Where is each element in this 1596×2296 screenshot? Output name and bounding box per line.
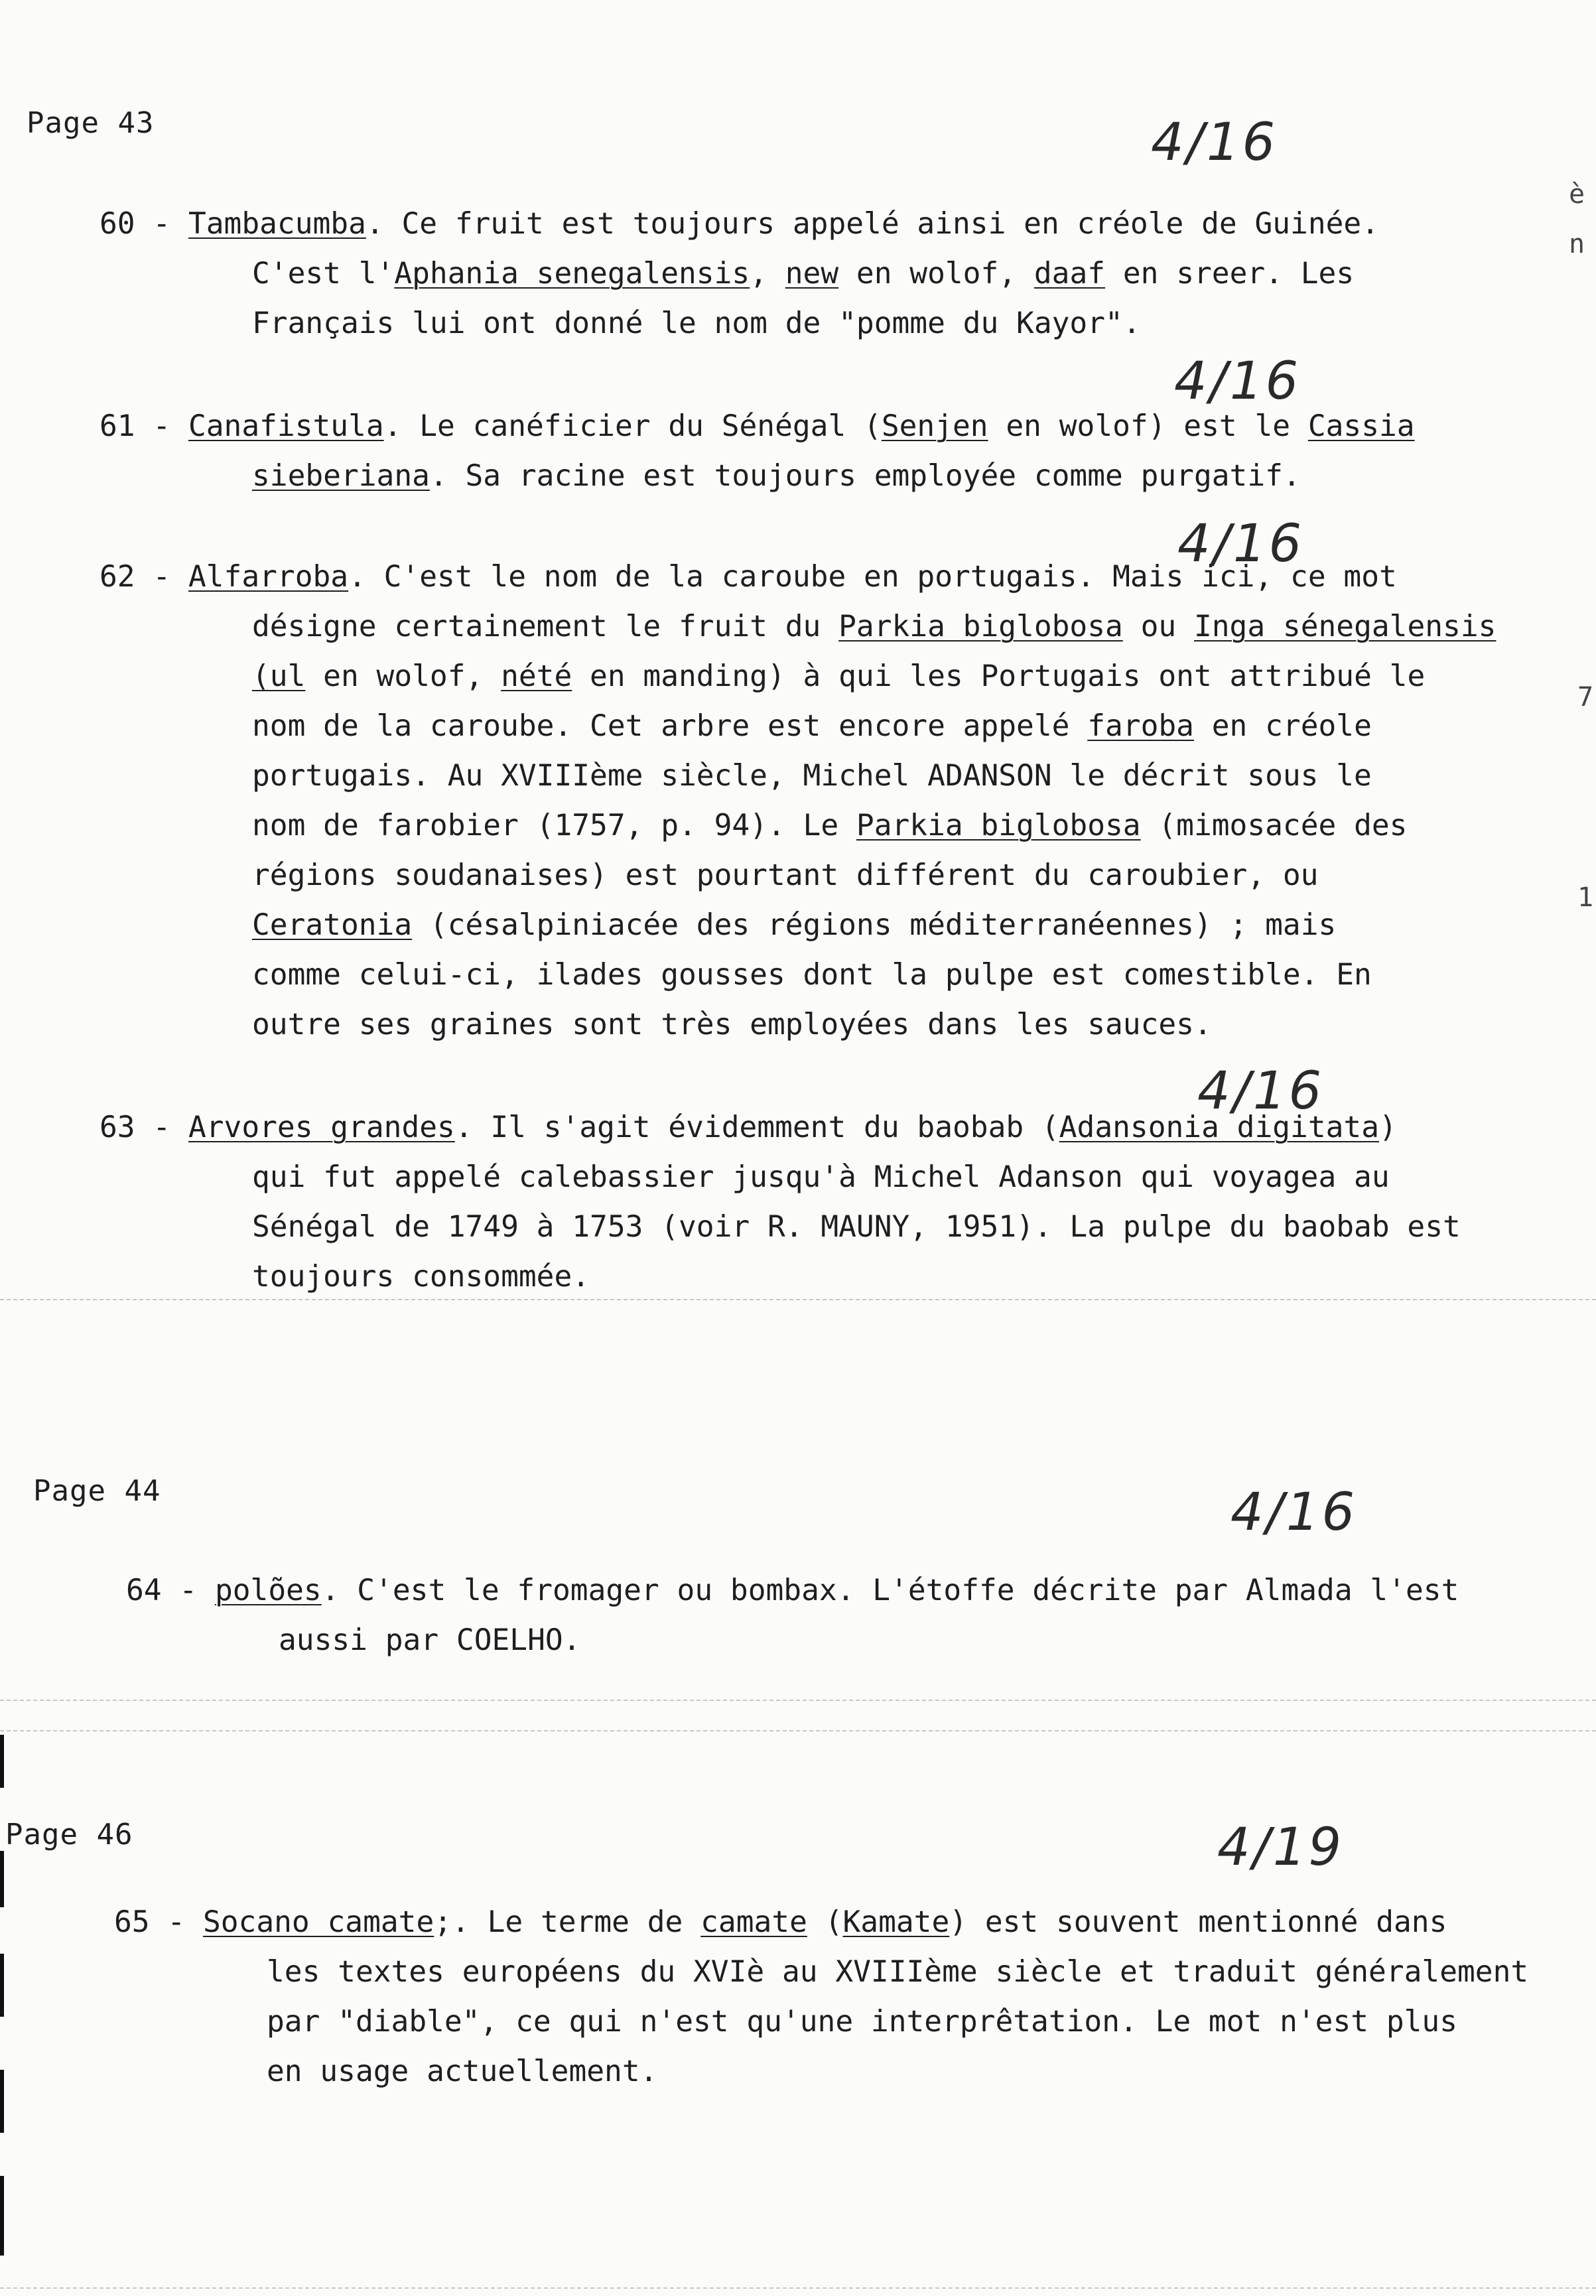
entry-line bbox=[100, 1152, 1461, 1202]
text-segment: toujours consommée. bbox=[252, 1260, 590, 1294]
entry-line bbox=[100, 900, 1496, 950]
text-segment: C'est l' bbox=[252, 257, 395, 291]
entry-65 bbox=[114, 1897, 1528, 2096]
handwritten-ref-46: 4/19 bbox=[1217, 1818, 1345, 1877]
underlined-term: camate bbox=[700, 1905, 807, 1939]
text-segment: aussi par COELHO. bbox=[279, 1623, 581, 1657]
text-segment: en usage actuellement. bbox=[267, 2055, 658, 2088]
underlined-term: Kamate bbox=[842, 1905, 950, 1939]
text-segment: portugais. Au XVIIIème siècle, Michel ADANSON le décrit sous le bbox=[252, 759, 1372, 793]
underlined-term: Tambacumba bbox=[188, 207, 366, 241]
entry-line bbox=[100, 950, 1496, 1000]
text-segment: en wolof) est le bbox=[988, 409, 1308, 443]
scan-margin-bar bbox=[0, 1851, 4, 1907]
entry-63 bbox=[100, 1103, 1461, 1302]
page-separator bbox=[0, 1700, 1596, 1701]
text-segment: nom de farobier (1757, p. 94). Le bbox=[252, 809, 856, 843]
underlined-term: new bbox=[785, 257, 839, 291]
scan-margin-bar bbox=[0, 1735, 4, 1788]
entry-number: 61 - bbox=[100, 409, 188, 443]
entry-line bbox=[126, 1566, 1459, 1615]
entry-line bbox=[114, 1997, 1528, 2047]
underlined-term: Cassia bbox=[1307, 409, 1415, 443]
entry-line bbox=[114, 1897, 1528, 1947]
text-segment: ) est souvent mentionné dans bbox=[949, 1905, 1447, 1939]
margin-char: 7 bbox=[1577, 682, 1594, 712]
text-segment: en wolof, bbox=[305, 659, 501, 693]
page-separator bbox=[0, 1299, 1596, 1300]
text-segment: ( bbox=[807, 1905, 843, 1939]
text-segment: . Le canéficier du Sénégal ( bbox=[383, 409, 882, 443]
text-segment: ou bbox=[1122, 610, 1194, 643]
entry-line bbox=[100, 249, 1379, 299]
entry-line bbox=[100, 850, 1496, 900]
scan-margin-bar bbox=[0, 2070, 4, 2133]
entry-line bbox=[100, 1000, 1496, 1049]
entry-61 bbox=[100, 401, 1415, 501]
underlined-term: Parkia biglobosa bbox=[856, 809, 1141, 843]
entry-line bbox=[100, 1252, 1461, 1302]
entry-62 bbox=[100, 552, 1496, 1049]
underlined-term: Socano camate bbox=[202, 1905, 434, 1939]
underlined-term: Ceratonia bbox=[252, 908, 413, 942]
underlined-term: faroba bbox=[1087, 709, 1194, 743]
page-label-44: Page 44 bbox=[33, 1474, 161, 1508]
text-segment: régions soudanaises) est pourtant différent du caroubier, ou bbox=[252, 858, 1319, 892]
text-segment: par "diable", ce qui n'est qu'une interprêtation. Le mot n'est plus bbox=[267, 2005, 1458, 2039]
handwritten-ref-62: 4/16 bbox=[1177, 514, 1305, 574]
text-segment: en sreer. Les bbox=[1105, 257, 1355, 291]
page-label-43: Page 43 bbox=[27, 106, 155, 140]
text-segment: (césalpiniacée des régions méditerranéennes) ; mais bbox=[412, 908, 1337, 942]
underlined-term: Parkia biglobosa bbox=[838, 610, 1123, 643]
text-segment: Français lui ont donné le nom de "pomme du Kayor". bbox=[252, 306, 1141, 340]
entry-line bbox=[100, 602, 1496, 651]
text-segment: nom de la caroube. Cet arbre est encore appelé bbox=[252, 709, 1088, 743]
text-segment: les textes européens du XVIè au XVIIIème siècle et traduit généralement bbox=[267, 1955, 1529, 1989]
page-separator bbox=[0, 2287, 1596, 2289]
entry-line bbox=[100, 451, 1415, 501]
entry-line bbox=[114, 2047, 1528, 2096]
entry-64 bbox=[126, 1566, 1459, 1665]
text-segment: Sénégal de 1749 à 1753 (voir R. MAUNY, 1951). La pulpe du baobab est bbox=[252, 1210, 1461, 1244]
entry-number: 62 - bbox=[100, 560, 188, 594]
text-segment: (mimosacée des bbox=[1140, 809, 1408, 843]
underlined-term: sieberiana bbox=[252, 459, 430, 493]
underlined-term: Adansonia digitata bbox=[1059, 1111, 1379, 1144]
text-segment: comme celui-ci, ilades gousses dont la pulpe est comestible. En bbox=[252, 958, 1372, 992]
text-segment: . C'est le nom de la caroube en portugais. Mais ici, ce mot bbox=[348, 560, 1397, 594]
entry-number: 64 - bbox=[126, 1574, 215, 1607]
underlined-term: Canafistula bbox=[188, 409, 384, 443]
text-segment: . Ce fruit est toujours appelé ainsi en créole de Guinée. bbox=[366, 207, 1379, 241]
text-segment: ) bbox=[1379, 1111, 1397, 1144]
handwritten-ref-43: 4/16 bbox=[1151, 113, 1278, 172]
text-segment: en manding) à qui les Portugais ont attribué le bbox=[572, 659, 1426, 693]
scan-margin-bar bbox=[0, 2176, 4, 2256]
text-segment: ;. Le terme de bbox=[434, 1905, 701, 1939]
underlined-term: (ul bbox=[252, 659, 306, 693]
entry-line bbox=[100, 1202, 1461, 1252]
entry-line bbox=[100, 701, 1496, 751]
margin-char: 1 bbox=[1577, 882, 1594, 913]
entry-line bbox=[100, 199, 1379, 249]
underlined-term: nété bbox=[501, 659, 572, 693]
text-segment: outre ses graines sont très employées dans les sauces. bbox=[252, 1008, 1212, 1042]
entry-line bbox=[100, 1103, 1461, 1152]
entry-number: 65 - bbox=[114, 1905, 203, 1939]
entry-line bbox=[126, 1615, 1459, 1665]
entry-60 bbox=[100, 199, 1379, 348]
entry-line bbox=[100, 651, 1496, 701]
entry-line bbox=[100, 751, 1496, 801]
handwritten-ref-63: 4/16 bbox=[1197, 1061, 1325, 1121]
underlined-term: Inga sénegalensis bbox=[1193, 610, 1496, 643]
scan-margin-bar bbox=[0, 1954, 4, 2017]
underlined-term: Senjen bbox=[881, 409, 988, 443]
text-segment: en wolof, bbox=[838, 257, 1034, 291]
margin-char: è bbox=[1569, 179, 1585, 210]
underlined-term: Aphania senegalensis bbox=[394, 257, 750, 291]
text-segment: qui fut appelé calebassier jusqu'à Michel Adanson qui voyagea au bbox=[252, 1160, 1390, 1194]
handwritten-ref-61: 4/16 bbox=[1174, 352, 1301, 411]
underlined-term: polões bbox=[214, 1574, 322, 1607]
underlined-term: Arvores grandes bbox=[188, 1111, 455, 1144]
page-label-46: Page 46 bbox=[5, 1818, 133, 1852]
entry-line bbox=[114, 1947, 1528, 1997]
page-separator bbox=[0, 1730, 1596, 1731]
entry-line bbox=[100, 401, 1415, 451]
entry-number: 60 - bbox=[100, 207, 188, 241]
entry-line bbox=[100, 299, 1379, 348]
underlined-term: Alfarroba bbox=[188, 560, 349, 594]
text-segment: . Sa racine est toujours employée comme purgatif. bbox=[429, 459, 1301, 493]
text-segment: désigne certainement le fruit du bbox=[252, 610, 839, 643]
underlined-term: daaf bbox=[1033, 257, 1106, 291]
margin-char: n bbox=[1569, 229, 1585, 259]
entry-line bbox=[100, 552, 1496, 602]
text-segment: en créole bbox=[1193, 709, 1372, 743]
entry-number: 63 - bbox=[100, 1111, 188, 1144]
text-segment: . C'est le fromager ou bombax. L'étoffe décrite par Almada l'est bbox=[321, 1574, 1459, 1607]
text-segment: , bbox=[750, 257, 785, 291]
text-segment: . Il s'agit évidemment du baobab ( bbox=[454, 1111, 1059, 1144]
handwritten-ref-44: 4/16 bbox=[1230, 1483, 1358, 1542]
entry-line bbox=[100, 801, 1496, 850]
